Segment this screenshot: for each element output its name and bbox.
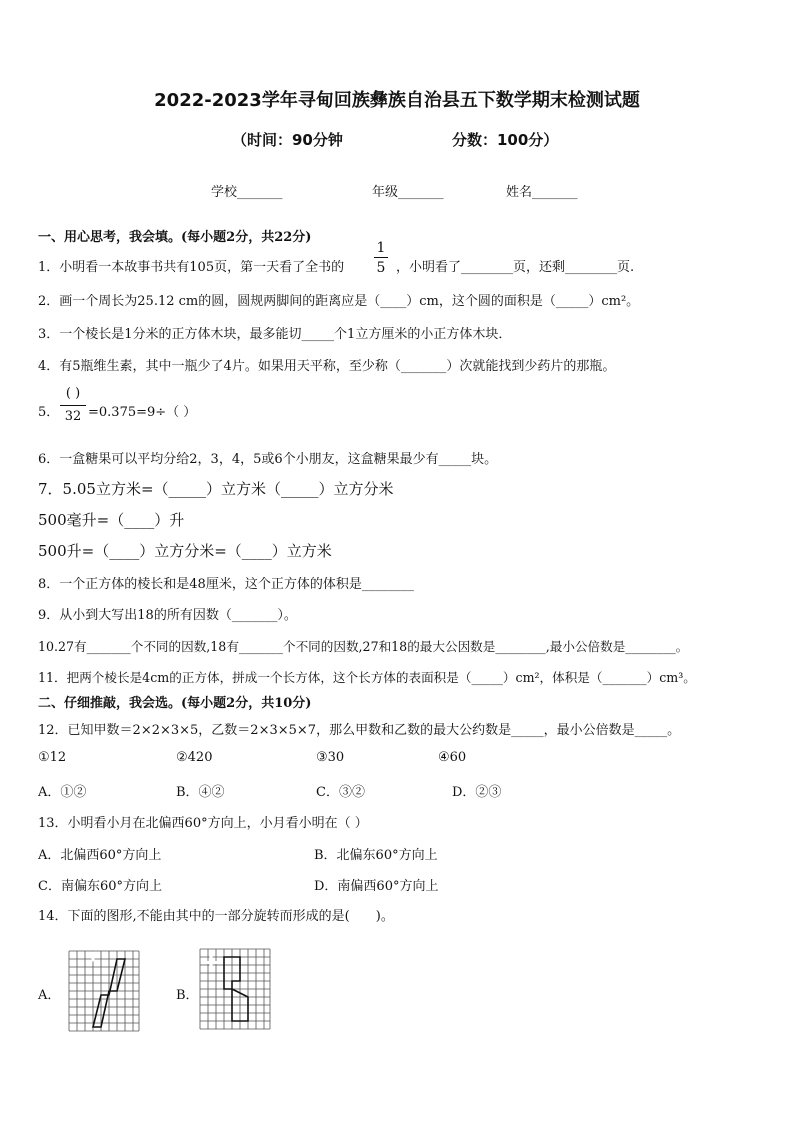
- fraction-numerator: 1: [374, 240, 388, 258]
- question-1-before: 1．小明看一本故事书共有105页，第一天看了全书的: [38, 260, 345, 275]
- question-9: 9．从小到大写出18的所有因数（_______）。: [38, 608, 297, 623]
- question-5-after: =0.375=9÷（ ）: [88, 405, 197, 420]
- question-4: 4．有5瓶维生素，其中一瓶少了4片。如果用天平称，至少称（_______）次就能找到少药片的那瓶。: [38, 359, 616, 374]
- q12-choice-c[interactable]: C．③②: [316, 785, 365, 800]
- question-7-line-2: 500毫升=（____）升: [38, 511, 185, 529]
- question-8: 8．一个正方体的棱长和是48厘米，这个正方体的体积是________: [38, 577, 414, 592]
- rotation-center-mark: [88, 952, 98, 962]
- q12-item-4: ④60: [438, 750, 467, 765]
- question-14-stem: 14．下面的图形,不能由其中的一部分旋转而形成的是( )。: [38, 909, 394, 924]
- grade-field: 年级_______: [372, 185, 444, 200]
- q13-choice-c[interactable]: C．南偏东60°方向上: [38, 879, 162, 894]
- question-7-line-1: 7．5.05立方米=（_____）立方米（_____）立方分米: [38, 480, 394, 498]
- name-field: 姓名_______: [506, 185, 578, 200]
- question-6: 6．一盒糖果可以平均分给2，3，4，5或6个小朋友，这盒糖果最少有_____块。: [38, 452, 498, 467]
- school-field: 学校_______: [211, 185, 283, 200]
- q12-choice-d[interactable]: D．②③: [452, 785, 502, 800]
- question-10: 10.27有_______个不同的因数,18有_______个不同的因数,27和18的最大公因数是________,最小公倍数是________。: [38, 639, 689, 654]
- question-1-fraction: [374, 240, 388, 276]
- section-2-heading: 二、仔细推敲，我会选。(每小题2分，共10分): [38, 696, 312, 711]
- q13-choice-b[interactable]: B．北偏东60°方向上: [314, 848, 438, 863]
- q14-figure-b: [199, 948, 271, 1030]
- q14-choice-a[interactable]: A．: [38, 988, 61, 1003]
- question-2: 2．画一个周长为25.12 cm的圆，圆规两脚间的距离应是（____）cm，这个圆的面积是（_____）cm²。: [38, 294, 640, 309]
- question-5-number: 5．: [38, 405, 60, 420]
- grid-lines: [69, 951, 139, 1031]
- q13-choice-a[interactable]: A．北偏西60°方向上: [38, 848, 162, 863]
- fraction-denominator: 5: [376, 260, 386, 276]
- fraction-numerator: ( ): [60, 386, 86, 406]
- q14-choice-b[interactable]: B．: [176, 988, 199, 1003]
- question-13-stem: 13．小明看小月在北偏西60°方向上，小月看小明在（ ）: [38, 816, 368, 831]
- question-1-after: ，小明看了________页，还剩________页.: [396, 260, 635, 275]
- q12-choice-a[interactable]: A．①②: [38, 785, 87, 800]
- q12-item-2: ②420: [176, 750, 213, 765]
- q12-item-3: ③30: [316, 750, 345, 765]
- page-title: 2022-2023学年寻甸回族彝族自治县五下数学期末检测试题: [154, 90, 640, 111]
- q12-item-1: ①12: [38, 750, 67, 765]
- fraction-denominator: 32: [64, 409, 82, 424]
- q13-choice-d[interactable]: D．南偏西60°方向上: [314, 879, 439, 894]
- q14-figure-a: [68, 950, 140, 1032]
- score-label: 分数：100分）: [452, 131, 559, 149]
- question-12-stem: 12．已知甲数＝2×2×3×5，乙数＝2×3×5×7，那么甲数和乙数的最大公约数是_____，最小公倍数是_____。: [38, 723, 681, 738]
- time-label: （时间：90分钟: [232, 131, 343, 149]
- question-3: 3．一个棱长是1分米的正方体木块，最多能切_____个1立方厘米的小正方体木块．: [38, 327, 512, 342]
- section-1-heading: 一、用心思考，我会填。(每小题2分，共22分): [38, 230, 312, 245]
- question-7-line-3: 500升=（____）立方分米=（____）立方米: [38, 542, 332, 560]
- question-5-fraction: [60, 386, 86, 424]
- q12-choice-b[interactable]: B．④②: [176, 785, 225, 800]
- rotation-center-mark: [205, 957, 217, 969]
- question-11: 11．把两个棱长是4cm的正方体，拼成一个长方体，这个长方体的表面积是（_____）cm²，体积是（_______）cm³。: [38, 670, 696, 685]
